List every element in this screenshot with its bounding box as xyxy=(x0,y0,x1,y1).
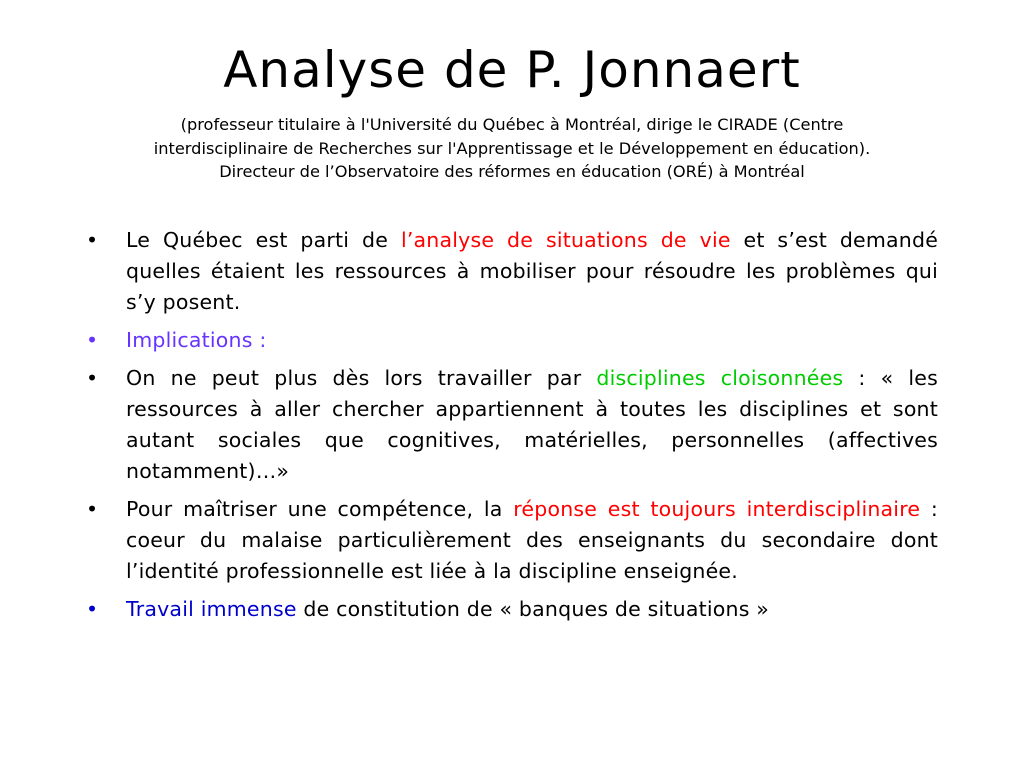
highlight-text: Implications : xyxy=(126,328,267,352)
bullet-text xyxy=(126,225,938,318)
bullet-text-segment: de constitution de « banques de situations » xyxy=(296,597,770,621)
bullet-item-1 xyxy=(86,225,938,318)
bullet-marker: • xyxy=(86,366,99,390)
subtitle-line-3: Directeur de l’Observatoire des réformes en éducation (ORÉ) à Montréal xyxy=(219,162,805,181)
bullet-marker: • xyxy=(86,228,99,252)
bullet-marker: • xyxy=(86,597,99,621)
bullet-text-segment: : coeur du malaise particulièrement des enseignants du secondaire dont l’identité professionnelle est liée à la discipline enseignée. xyxy=(126,497,938,583)
bullet-text xyxy=(126,363,938,487)
bullet-text-segment: et s’est demandé quelles étaient les ressources à mobiliser pour résoudre les problèmes qui s’y posent. xyxy=(126,228,939,314)
bullet-text xyxy=(126,325,938,356)
bullet-item-3 xyxy=(86,363,938,487)
bullet-marker: • xyxy=(86,497,99,521)
bullet-text-segment: : « les ressources à aller chercher appartiennent à toutes les disciplines et sont autant sociales que cognitives, matérielles, personnelles (affectives notamment)…» xyxy=(126,366,938,483)
highlight-text: réponse est toujours interdisciplinaire xyxy=(513,497,921,521)
bullet-text-segment: On ne peut plus dès lors travailler par xyxy=(126,366,597,390)
highlight-text: Travail immense xyxy=(126,597,297,621)
subtitle-line-2: interdisciplinaire de Recherches sur l'Apprentissage et le Développement en éducation). xyxy=(153,138,871,158)
subtitle-line-1: (professeur titulaire à l'Université du Québec à Montréal, dirige le CIRADE (Centre xyxy=(180,115,844,134)
bullet-text-segment: Le Québec est parti de xyxy=(126,228,401,252)
bullet-item-2 xyxy=(86,325,938,356)
slide-subtitle xyxy=(80,113,944,184)
highlight-text: l’analyse de situations de vie xyxy=(400,228,731,252)
bullet-text-segment: Pour maîtriser une compétence, la xyxy=(126,497,514,521)
bullet-marker: • xyxy=(86,328,99,352)
highlight-text: disciplines cloisonnées xyxy=(596,366,844,390)
slide-title: Analyse de P. Jonnaert xyxy=(223,41,801,99)
bullet-text xyxy=(126,494,938,587)
bullet-item-4 xyxy=(86,494,938,587)
bullet-text xyxy=(126,594,938,625)
bullet-item-5 xyxy=(86,594,938,625)
bullet-list xyxy=(86,225,938,632)
